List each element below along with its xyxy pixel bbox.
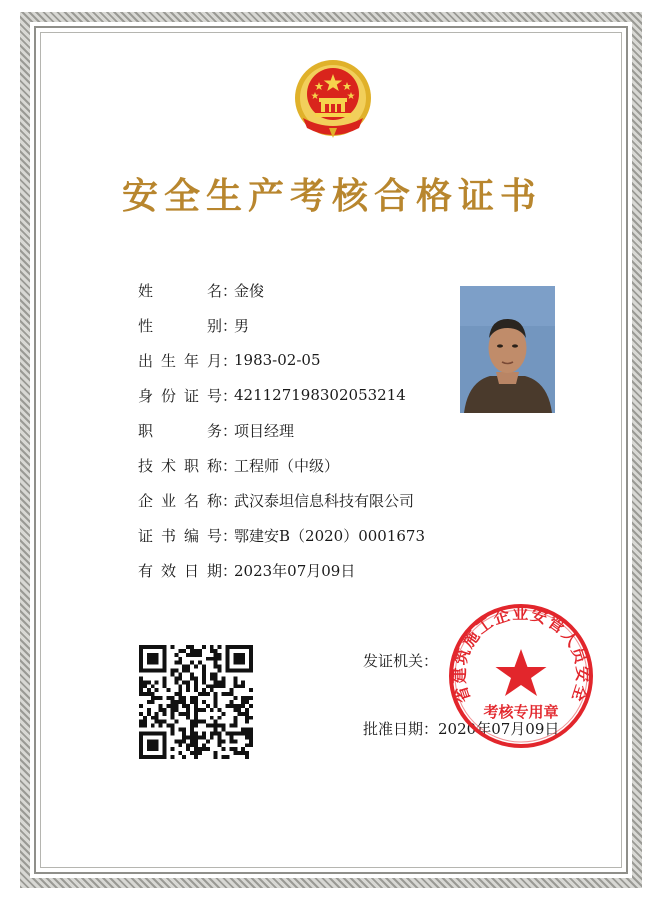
label-char: 效	[160, 561, 176, 580]
label-char: 称	[206, 491, 222, 510]
seal-ring-text: 省建筑施工企业安管人员安全	[449, 603, 593, 705]
national-emblem-icon	[289, 56, 377, 144]
portrait-photo	[460, 286, 555, 413]
field-label	[138, 490, 222, 511]
svg-text:湖北省建筑施工企业安管人员安全生产	[446, 601, 592, 705]
label-char: 身	[138, 386, 154, 405]
label-char: 企	[138, 491, 154, 510]
approval-date-label: 批准日期：	[363, 720, 439, 738]
field-label	[138, 525, 222, 546]
label-char: 务	[206, 421, 222, 440]
label-char: 编	[183, 526, 199, 545]
label-char: 名	[183, 491, 199, 510]
label-char: 年	[183, 351, 199, 370]
field-certificate-number: 证 书 编 号 ： 鄂建安B（2020）0001673	[138, 526, 426, 545]
field-label	[138, 280, 222, 301]
issuing-authority-label: 发证机关：	[363, 652, 439, 670]
label-char: 号	[206, 526, 222, 545]
field-valid-date: 有 效 日 期 ： 2023年07月09日	[138, 561, 356, 580]
field-label	[138, 560, 222, 581]
label-char: 名	[206, 281, 222, 300]
seal-bottom-text: 考核专用章	[483, 703, 559, 721]
field-id-number: 身 份 证 号 ： 421127198302053214	[138, 386, 406, 405]
field-label	[138, 315, 222, 336]
label-char: 称	[206, 456, 222, 475]
approval-date-value: 2020年07月09日	[438, 720, 560, 738]
field-label	[138, 350, 222, 371]
label-char: 术	[160, 456, 176, 475]
field-title: 技 术 职 称 ： 工程师（中级）	[138, 456, 340, 475]
label-char: 号	[206, 386, 222, 405]
label-char: 职	[138, 421, 154, 440]
label-char: 月	[206, 351, 222, 370]
seal-stamp-icon	[446, 601, 596, 751]
field-label	[138, 455, 222, 476]
field-birth: 出 生 年 月 ： 1983-02-05	[138, 351, 321, 370]
field-label	[138, 385, 222, 406]
label-char: 技	[138, 456, 154, 475]
certificate-title: 安全生产考核合格证书	[121, 175, 542, 217]
label-char: 性	[138, 316, 154, 335]
label-char: 业	[160, 491, 176, 510]
field-position: 职 务 ： 项目经理	[138, 421, 295, 440]
label-char: 有	[138, 561, 154, 580]
field-name: 姓 名 ： 金俊	[138, 281, 265, 300]
label-char: 出	[138, 351, 154, 370]
label-char: 书	[160, 526, 176, 545]
official-seal	[446, 601, 596, 751]
label-char: 职	[183, 456, 199, 475]
label-char: 期	[206, 561, 222, 580]
field-company: 企 业 名 称 ： 武汉泰坦信息科技有限公司	[138, 491, 415, 510]
label-char: 证	[183, 386, 199, 405]
field-gender: 性 别 ： 男	[138, 316, 250, 335]
label-char: 别	[206, 316, 222, 335]
qr-code	[139, 645, 253, 759]
label-char: 生	[160, 351, 176, 370]
label-char: 证	[138, 526, 154, 545]
label-char: 份	[160, 386, 176, 405]
label-char: 姓	[138, 281, 154, 300]
field-label	[138, 420, 222, 441]
label-char: 日	[183, 561, 199, 580]
